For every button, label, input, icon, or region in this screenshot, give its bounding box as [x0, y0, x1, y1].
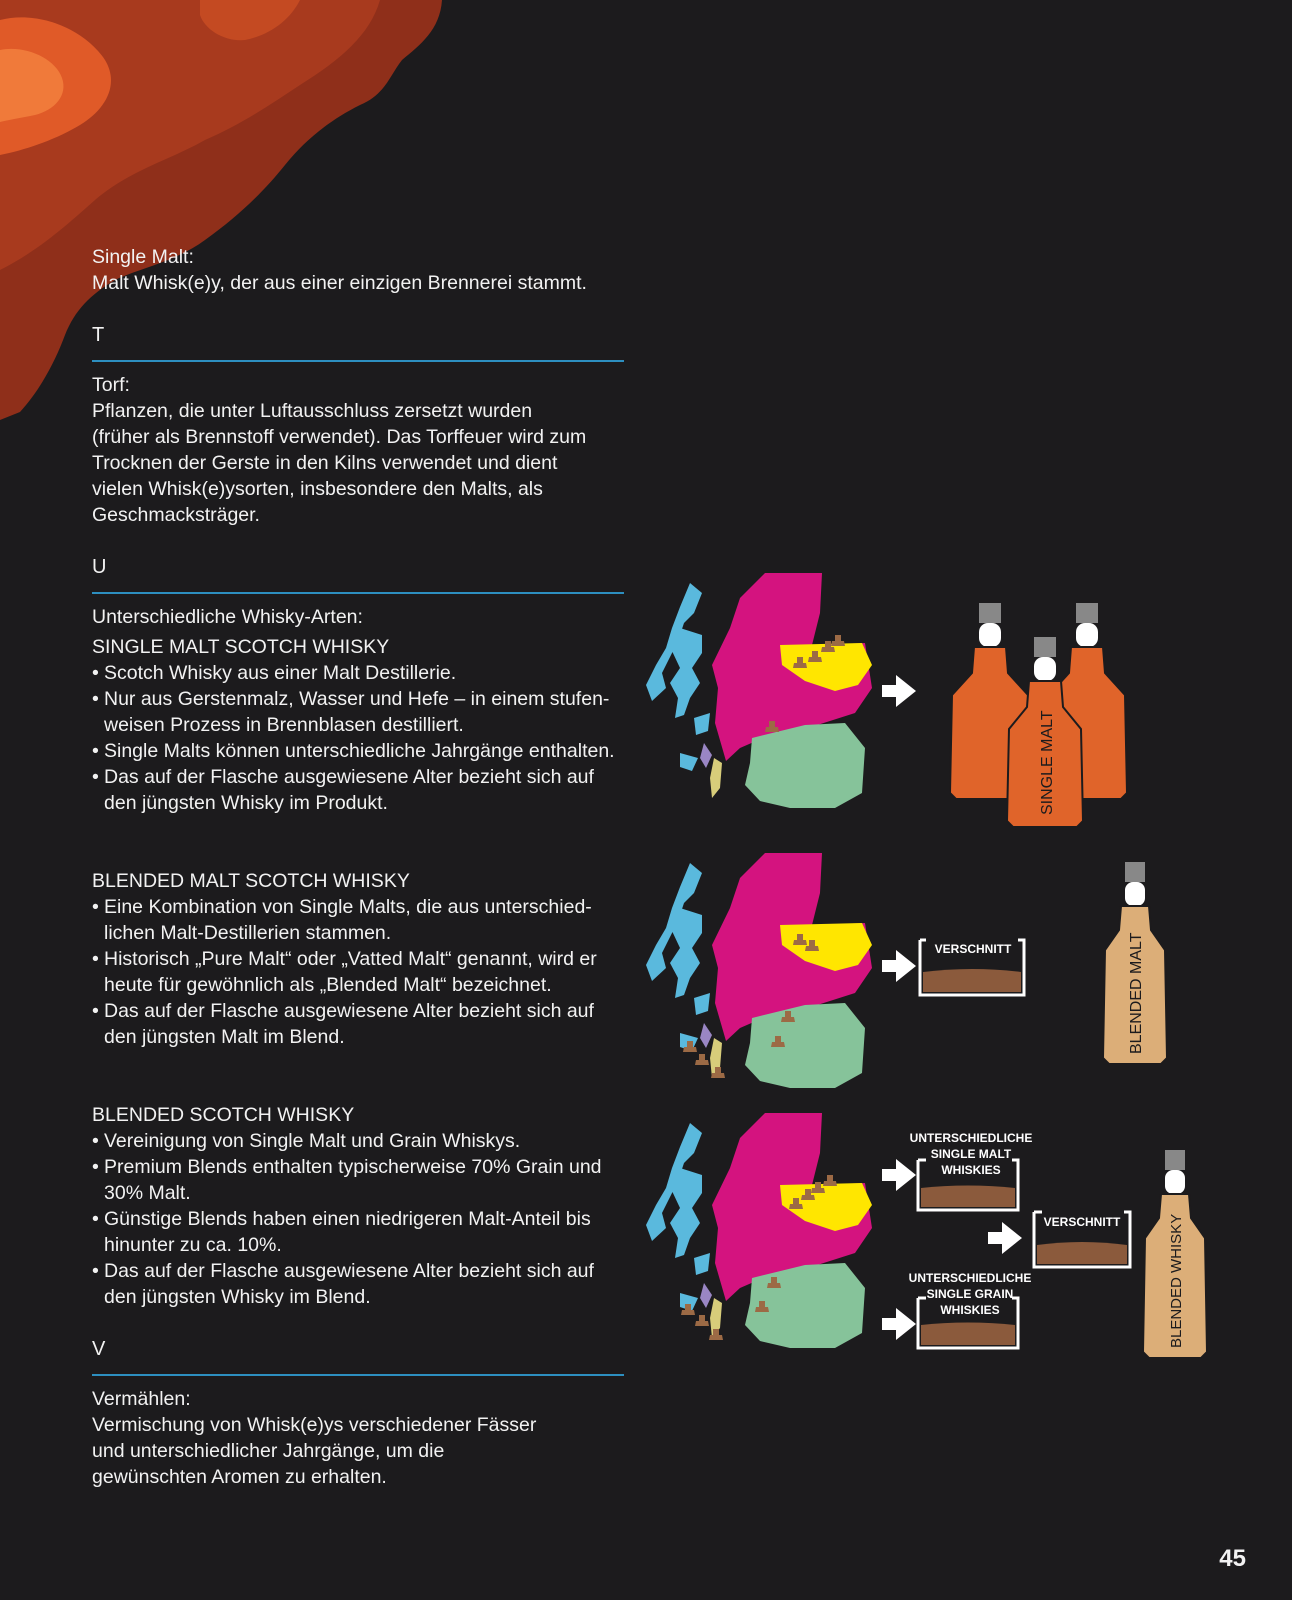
bullet-item: • Das auf der Flasche ausgewiesene Alter bezieht sich auf den jüngsten Whisky im Produkt. [92, 764, 632, 816]
svg-text:SINGLE MALT: SINGLE MALT [930, 1147, 1012, 1161]
vessel-single-grain-whiskies [909, 1271, 1032, 1348]
bullet-item: • Das auf der Flasche ausgewiesene Alter bezieht sich auf den jüngsten Whisky im Blend. [92, 1258, 632, 1310]
definition-torf-line: Trocknen der Gerste in den Kilns verwendet und dient [92, 452, 558, 474]
term-single-malt: Single Malt: [92, 246, 194, 268]
definition-torf-line: vielen Whisk(e)ysorten, insbesondere den Malts, als [92, 478, 543, 500]
vessel-verschnitt-malt [920, 940, 1024, 995]
vessel-single-malt-whiskies [910, 1131, 1033, 1210]
term-vermaehlen: Vermählen: [92, 1388, 191, 1410]
bottle-label-blended-whisky: BLENDED WHISKY [1168, 1213, 1185, 1348]
vessel-label-verschnitt: VERSCHNITT [1043, 1215, 1121, 1229]
definition-vermaehlen-line: und unterschiedlicher Jahrgänge, um die [92, 1440, 445, 1462]
page-number: 45 [1219, 1545, 1246, 1572]
scotland-map-single-malt [646, 573, 872, 808]
bottle-label-single-malt: SINGLE MALT [1039, 710, 1056, 815]
single-malt-bottles [950, 603, 1127, 827]
bullet-item: • Single Malts können unterschiedliche Jahrgänge enthalten. [92, 738, 632, 764]
arrow-icon [882, 675, 916, 707]
bottle-label-blended-malt: BLENDED MALT [1128, 932, 1145, 1054]
svg-text:WHISKIES: WHISKIES [940, 1303, 1000, 1317]
definition-torf-line: Pflanzen, die unter Luftausschluss zersetzt wurden [92, 400, 533, 422]
definition-torf-line: (früher als Brennstoff verwendet). Das Torffeuer wird zum [92, 426, 587, 448]
bottle-blended-whisky [1143, 1150, 1207, 1358]
arrow-icon [882, 950, 916, 982]
arrow-icon [882, 1308, 916, 1340]
whisky-type-title: SINGLE MALT SCOTCH WHISKY [92, 636, 390, 658]
arrow-icon [882, 1159, 916, 1191]
svg-text:SINGLE GRAIN: SINGLE GRAIN [926, 1287, 1014, 1301]
bullet-item: • Premium Blends enthalten typischerweise 70% Grain und 30% Malt. [92, 1154, 632, 1206]
svg-text:WHISKIES: WHISKIES [941, 1163, 1001, 1177]
definition-vermaehlen-line: gewünschten Aromen zu erhalten. [92, 1466, 387, 1488]
bullet-item: • Das auf der Flasche ausgewiesene Alter bezieht sich auf den jüngsten Malt im Blend. [92, 998, 632, 1050]
svg-text:UNTERSCHIEDLICHE: UNTERSCHIEDLICHE [909, 1131, 1033, 1145]
arrow-icon [988, 1222, 1022, 1254]
bullet-item: • Nur aus Gerstenmalz, Wasser und Hefe – in einem stufen- weisen Prozess in Brennblasen destilliert. [92, 686, 632, 738]
section-letter-v: V [92, 1338, 106, 1360]
bullet-item: • Vereinigung von Single Malt und Grain Whiskys. [92, 1128, 632, 1154]
whisky-type-title: BLENDED SCOTCH WHISKY [92, 1104, 355, 1126]
term-whisky-types: Unterschiedliche Whisky-Arten: [92, 606, 363, 628]
bullet-item: • Eine Kombination von Single Malts, die aus unterschied- lichen Malt-Destillerien stammen. [92, 894, 632, 946]
scotland-map-blended [646, 1113, 872, 1348]
definition-vermaehlen-line: Vermischung von Whisk(e)ys verschiedener Fässer [92, 1414, 537, 1436]
bullet-item: • Scotch Whisky aus einer Malt Destillerie. [92, 660, 632, 686]
bottle-blended-malt [1103, 862, 1167, 1064]
vessel-label-verschnitt: VERSCHNITT [934, 942, 1012, 956]
whisky-type-title: BLENDED MALT SCOTCH WHISKY [92, 870, 410, 892]
svg-text:UNTERSCHIEDLICHE: UNTERSCHIEDLICHE [908, 1271, 1032, 1285]
definition-single-malt: Malt Whisk(e)y, der aus einer einzigen Brennerei stammt. [92, 272, 587, 294]
scotland-map-blended-malt [646, 853, 872, 1088]
definition-torf-line: Geschmacksträger. [92, 504, 260, 526]
term-torf: Torf: [92, 374, 130, 396]
bullet-item: • Günstige Blends haben einen niedrigeren Malt-Anteil bis hinunter zu ca. 10%. [92, 1206, 632, 1258]
vessel-verschnitt-blend [1034, 1212, 1130, 1267]
section-letter-t: T [92, 324, 105, 346]
bullet-item: • Historisch „Pure Malt“ oder „Vatted Malt“ genannt, wird er heute für gewöhnlich als „Blended Malt“ bezeichnet. [92, 946, 632, 998]
section-letter-u: U [92, 556, 107, 578]
